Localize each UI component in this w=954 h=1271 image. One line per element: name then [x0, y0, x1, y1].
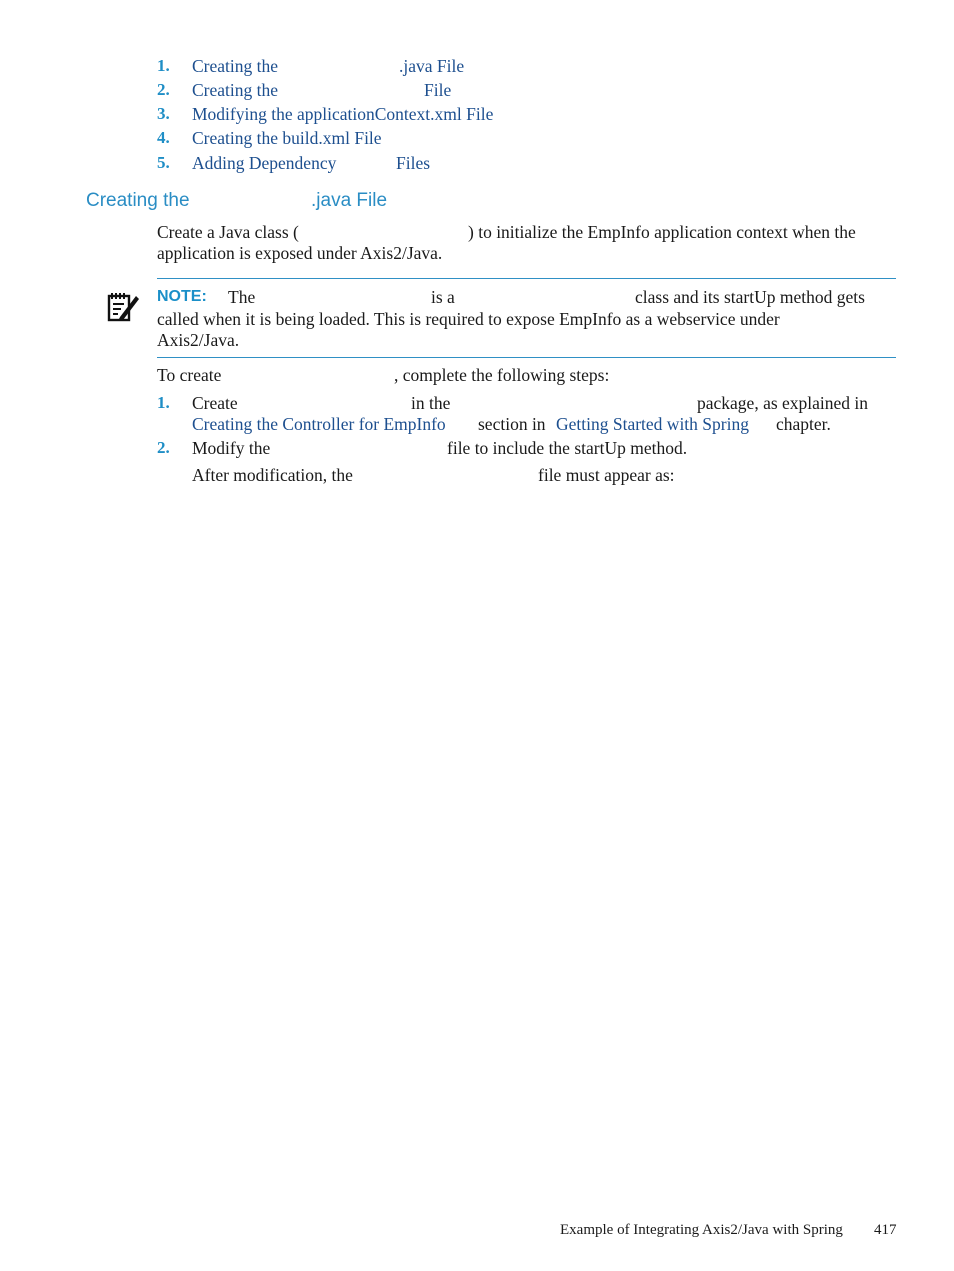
- section-heading: Creating the: [86, 190, 190, 211]
- toc-item-2-link-suffix[interactable]: File: [424, 80, 452, 100]
- step-text: file to include the startUp method.: [447, 438, 688, 458]
- intro-text: Create a Java class (: [157, 222, 299, 242]
- note-bottom-rule: [157, 357, 896, 358]
- toc-number: 5.: [157, 153, 170, 172]
- toc-item-5-link[interactable]: Adding Dependency: [192, 153, 337, 173]
- step-text: After modification, the: [192, 465, 353, 485]
- section-heading-suffix: .java File: [311, 190, 388, 211]
- step-text: Modify the: [192, 438, 271, 458]
- toc-number: 3.: [157, 104, 170, 123]
- toc-item-2-link[interactable]: Creating the: [192, 80, 279, 100]
- controller-section-link[interactable]: Creating the Controller for EmpInfo: [192, 414, 446, 434]
- note-top-rule: [157, 278, 896, 279]
- page-number: 417: [874, 1222, 897, 1238]
- note-text: called when it is being loaded. This is required to expose EmpInfo as a webservice under: [157, 309, 780, 329]
- toc-number: 1.: [157, 56, 170, 75]
- note-pencil-icon: [106, 290, 140, 328]
- step-text: in the: [411, 393, 451, 413]
- step-text: section in: [478, 414, 546, 434]
- toc-item-1-link[interactable]: Creating the: [192, 56, 279, 76]
- intro-text: ) to initialize the EmpInfo application context when the: [468, 222, 856, 242]
- note-text: The: [228, 287, 256, 307]
- step-number: 2.: [157, 438, 170, 457]
- step-text: package, as explained in: [697, 393, 869, 413]
- note-text: Axis2/Java.: [157, 330, 240, 350]
- note-label: NOTE:: [157, 288, 207, 305]
- toc-number: 2.: [157, 80, 170, 99]
- step-text: file must appear as:: [538, 465, 675, 485]
- toc-item-4-link[interactable]: Creating the build.xml File: [192, 128, 382, 148]
- toc-item-5-link-suffix[interactable]: Files: [396, 153, 431, 173]
- step-text: chapter.: [776, 414, 831, 434]
- toc-number: 4.: [157, 128, 170, 147]
- step-number: 1.: [157, 393, 170, 412]
- intro-text: application is exposed under Axis2/Java.: [157, 243, 443, 263]
- getting-started-link[interactable]: Getting Started with Spring: [556, 414, 749, 434]
- note-text: is a: [431, 287, 455, 307]
- note-text: class and its startUp method gets: [635, 287, 865, 307]
- step-text: Create: [192, 393, 238, 413]
- toc-item-1-link-suffix[interactable]: .java File: [399, 56, 465, 76]
- steps-intro: To create: [157, 365, 222, 385]
- footer-title: Example of Integrating Axis2/Java with Spring: [560, 1222, 843, 1238]
- steps-intro: , complete the following steps:: [394, 365, 610, 385]
- toc-item-3-link[interactable]: Modifying the applicationContext.xml File: [192, 104, 494, 124]
